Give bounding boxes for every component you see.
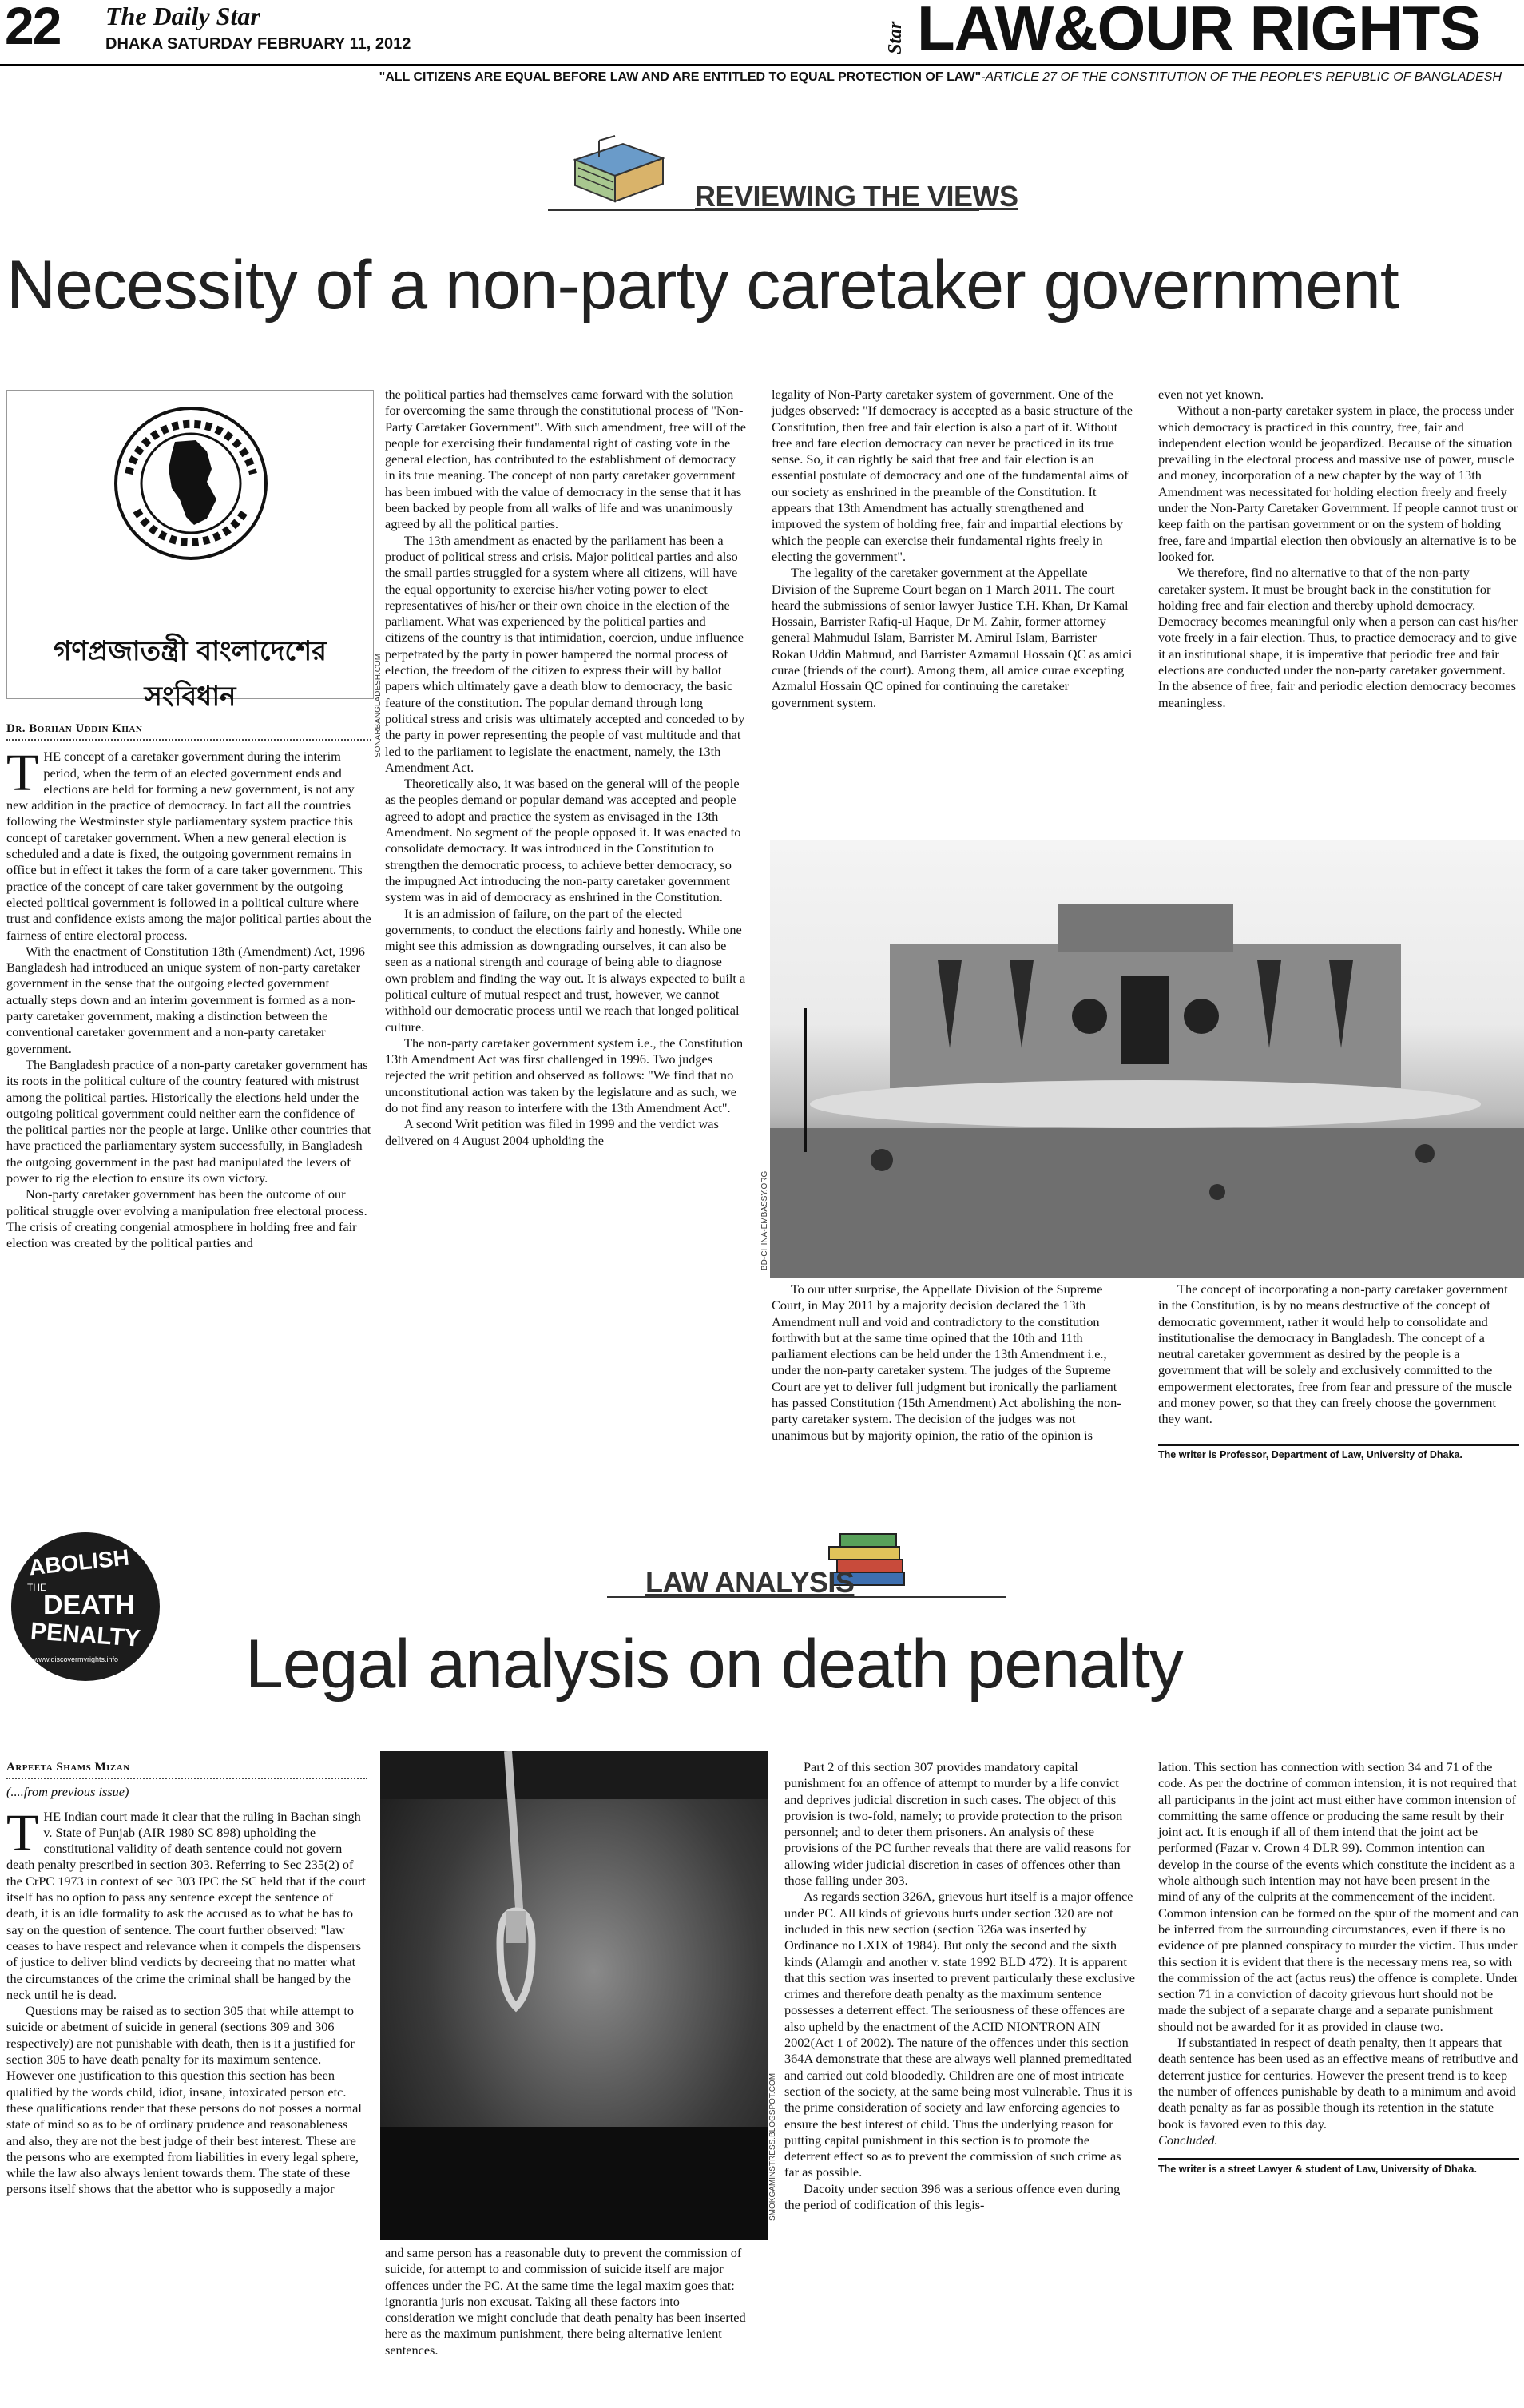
paragraph: Dacoity under section 396 was a serious offence even during the period of codification of this legis-	[784, 2180, 1121, 2213]
headline-caretaker: Necessity of a non-party caretaker government	[6, 247, 1399, 324]
paragraph: Part 2 of this section 307 provides mandatory capital punishment for an offence of attempt to murder by a life convict and deprives judicial discretion in such cases. The object of this provision is two-fold, namely; to provide protection to the prison personnel; and to deter them prisoners. An analysis of these provisions of the PC further reveals that there are valid reasons for allowing wider judicial discretion in cases of offences other than those falling under 303.	[784, 1759, 1131, 1889]
noose-photo	[380, 1751, 768, 2240]
paragraph: If substantiated in respect of death penalty, then it appears that death sentence has been used as an effective means of retributive and deterrent justice for centuries. However the present trend is to keep the number of offences punishable by death to a minimum and avoid death penalty as far as possible though its retention in the statute book is favored even to this day.	[1158, 2035, 1518, 2132]
paragraph: and same person has a reasonable duty to prevent the commission of suicide, for attempt to and commission of suicide itself are major offences under the PC. At the same time the legal maxim goes that: ignorantia juris non excusat. Taking all these factors into consideration we might conclude that death penalty has been inserted here as the maximum punishment, there being alternative lenient sentences.	[385, 2245, 746, 2358]
article1-column-2	[385, 387, 746, 1149]
writer-note: The writer is Professor, Department of Law, University of Dhaka.	[1158, 1444, 1519, 1461]
paragraph: The 13th amendment as enacted by the parliament has been a product of political stress and crisis. Major political parties and also the small parties struggled for a system where all citizens, will have the equal opportunity to exercise his/her voting power to elect representatives of his/her or their own choice in the election of the parliament. What was experienced by the political parties and citizens of the country is that intimidation, coercion, undue influence perpetrated by the party in power hampered the normal process of election, the freedom of the citizen to express their will by ballot papers which ultimately gave a death blow to democracy, the basic feature of the constitution. The popular demand through long political stress and crisis was ultimately accepted and conceded to by the party in power representing the people of vast multitude and that led to the parliament to legislate the enactment, namely, the 13th Amendment Act.	[385, 532, 745, 775]
paragraph: HE concept of a caretaker government during the interim period, when the term of an elected government ends and elections are held for forming a new government, is not any new addition in the practice of democracy. In fact all the countries following the Westminster style parliamentary system practice this concept of caretaker government. When a new general election is scheduled and a date is fixed, the outgoing government remains in office but in effect it takes the form of a care taker government. This practice of the concept of care taker government by the outgoing elected political government is followed in a political culture where trust and confidence exists among the major political parties about the fairness of entire electoral process.	[6, 749, 371, 943]
article1-column-4-continued	[1158, 1281, 1519, 1461]
paragraph: It is an admission of failure, on the part of the elected governments, to conduct the elections fairly and honestly. While one might see this admission as downgrading ourselves, it can also be seen as a national strength and courage of being able to diagnose own problem and finding the way out. It is always expected to built a political culture of mutual respect and trust, however, we cannot withhold our democratic process until we reach that longed political culture.	[385, 905, 746, 1035]
paragraph: Questions may be raised as to section 305 that while attempt to suicide or abetment of suicide in general (sections 309 and 306 respectively) are not punishable with death, then is it a justified for section 305 to have death penalty for its maximum sentence. However one justification to this question this section has been qualified by the words child, idiot, insane, intoxicated person etc. these qualifications render that these persons do not posses a normal state of mind so as to be of ordinary prudence and reasonableness and also, they are not the best judge of their best interest. These are the persons who are exempted from liabilities in every legal sphere, while the law also always lenient towards them. The state of these persons itself shows that the abettor who is supposedly a major	[6, 2003, 362, 2197]
article2-column-4	[1158, 1759, 1519, 2176]
paragraph: A second Writ petition was filed in 1999 and the verdict was delivered on 4 August 2004 upholding the	[385, 1116, 719, 1148]
header-quote	[379, 70, 1502, 85]
constitution-bengali-title: গণপ্রজাতন্ত্রী বাংলাদেশের সংবিধান	[54, 635, 327, 713]
paragraph: The non-party caretaker government system i.e., the Constitution 13th Amendment Act was first challenged in 1996. Two judges rejected the writ petition and observed as follows: "We find that no unconstitutional action was taken by the legislature and as such, we do not find any reason to interfere with the 13th Amendment Act".	[385, 1035, 744, 1116]
dateline: DHAKA SATURDAY FEBRUARY 11, 2012	[105, 35, 411, 53]
continued-note: (....from previous issue)	[6, 1784, 129, 1800]
kicker-reviewing-views: REVIEWING THE VIEWS	[695, 180, 1018, 213]
paragraph: The Bangladesh practice of a non-party caretaker government has its roots in the political culture of the country featured with mistrust among the political parties. Historically the elections held under the outgoing political government could neither earn the confidence of the political parties nor the people at large. Unlike other countries that have practiced the parliamentary system successfully, in Bangladesh the outgoing government in the past had manipulated the levers of power to rig the election to ensure its own victory.	[6, 1056, 371, 1186]
byline: Arpeeta Shams Mizan	[6, 1759, 367, 1779]
paragraph: We therefore, find no alternative to that of the non-party caretaker system. It must be brought back in the constitution for holding free and fair election and thereby uphold democracy. Democracy becomes meaningful only when a person can cast his/her vote freely in a fair election. Thus, to practice democracy and to give it an institutional shape, it is imperative that periodic free and fair elections are conducted under the non-party caretaker government. In the absence of free, fair and periodic election democracy becomes meaningless.	[1158, 565, 1518, 710]
paragraph: To our utter surprise, the Appellate Division of the Supreme Court, in May 2011 by a majority decision declared the 13th Amendment null and void and contradictory to the constitution forthwith but at the same time opined that the 10th and 11th parliament elections can be held under the 13th Amendment i.e., under the non-party caretaker system. The judges of the Supreme Court are yet to deliver full judgment but ironically the parliament has passed Constitution (15th Amendment) Act abolishing the non-party caretaker system. The decision of the judges was not unanimous but by majority opinion, the ratio of the opinion is	[772, 1281, 1121, 1443]
image-credit: SONARBANGLADESH.COM	[374, 653, 383, 757]
paragraph: the political parties had themselves came forward with the solution for overcoming the same through the constitutional process of "Non-Party Caretaker Government". With such amendment, free will of the people for exercising their fundamental right of casting vote in the general election, has contributed to the establishment of democracy in its true meaning. The concept of non party caretaker government has been imbued with the value of democracy in the sense that it has been backed by people from all walks of life and was unanimously agreed by all the political parties.	[385, 387, 746, 532]
article1-column-3	[772, 387, 1133, 711]
paragraph: Theoretically also, it was based on the general will of the people as the peoples demand or popular demand was accepted and people agreed to adopt and practice the system as envisaged in the 13th Amendment. No segment of the people opposed it. It was enacted to consolidate democracy. It was introduced in the Constitution to strengthen the democratic process, to achieve better democracy, so the impugned Act introducing the non-party caretaker government system was in aid of democracy as enshrined in the Constitution.	[385, 776, 741, 905]
constitution-cover-image	[6, 390, 374, 713]
drop-cap: T	[6, 1803, 39, 1862]
photo-credit: BD-CHINA-EMBASSY.ORG	[760, 1170, 769, 1270]
paragraph: With the enactment of Constitution 13th (Amendment) Act, 1996 Bangladesh had introduced an unique system of non-party caretaker government in the sense that the outgoing elected government actually steps down and an interim government is formed as a non-party caretaker government, making a distinction between the conventional caretaker government and a non-party caretaker government.	[6, 943, 365, 1056]
paragraph: legality of Non-Party caretaker system of government. One of the judges observed: "If democracy is accepted as a basic structure of the Constitution, then free and fair election is also a part of it. Without free and fare election democracy can never be practiced in its true sense. So, it can rightly be said that free and fair election is an essential postulate of democracy and one of the fundamental aims of our society as enshrined in the preamble of the Constitution. It appears that 13th Amendment has actually strengthened and improved the system of holding free, fair and impartial elections by which the people can exercise their fundamental rights freely in electing the government".	[772, 387, 1133, 564]
article2-column-1	[6, 1759, 367, 2198]
header-rule	[0, 64, 1524, 66]
header-quote-source: -ARTICLE 27 OF THE CONSTITUTION OF THE PEOPLE'S REPUBLIC OF BANGLADESH	[981, 70, 1502, 84]
logo-text-url: www.discovermyrights.info	[34, 1655, 119, 1663]
parliament-building-photo	[770, 840, 1524, 1278]
article1-column-1	[6, 721, 371, 1252]
paragraph: HE Indian court made it clear that the ruling in Bachan singh v. State of Punjab (AIR 1980 SC 898) upholding the constitutional validity of death sentence could not govern death penalty prescribed in section 303. Referring to Sec 235(2) of the CrPC 1973 in context of sec 303 IPC the SC held that if the court itself has no option to pass any sentence except the sentence of death, it is an idle formality to ask the accused as to what he has to say on the question of sentence. The court further observed: "law ceases to have respect and relevance when it compels the dispensers of justice to deliver blind verdicts by decreeing that no matter what the circumstances of the crime the criminal shall be hanged by the neck until he is dead.	[6, 1808, 366, 2002]
paragraph: lation. This section has connection with section 34 and 71 of the code. As per the doctrine of common intension, it is not required that all participants in the joint act must either have common intension of committing the same offence or producing the same result by their joint act. It is enough if all of them intend that the joint act be performed (Fazar v. Crown 4 DLR 99). Common intention can develop in the course of the events which constitute the incident as a whole although such intention may not have been present in the mind of any of the culprits at the commencement of the incident. Common intension can be formed on the spur of the moment and can be inferred from the surrounding circumstances, even if there is no evidence of pre planned conspiracy to murder the victim. Thus under this section it is evident that there is the necessary mens rea, so with the commission of the act (actus reus) the offence is complete. Under section 71 in a conviction of dacoity grievous hurt should not be made the subject of a separate charge and a separate punishment should not be awarded for it as provided in clause two.	[1158, 1759, 1519, 2034]
logo-text-death: DEATH	[43, 1590, 135, 1620]
drop-cap: T	[6, 744, 39, 803]
paragraph: Non-party caretaker government has been the outcome of our political struggle over evolving a manipulation free electoral process. The crisis of creating congenial atmosphere in holding free and fair election was created by the political parties and	[6, 1186, 367, 1251]
article2-column-2	[385, 2245, 746, 2358]
concluded-note: Concluded.	[1158, 2132, 1218, 2148]
paragraph: As regards section 326A, grievous hurt itself is a major offence under PC. All kinds of grievous hurts under section 320 are not included in this new section (section 326a was inserted by Ordinance no LXIX of 1984). But only the second and the sixth kinds (Alamgir and another v. state 1992 BLD 472). It is apparent that this section was inserted to prevent particularly these exclusive crimes and therefore death penalty as the maximum sentence possesses a deterrent effect. The seriousness of these offences are also upheld by the enactment of the ACID NIONTRON AIN 2002(Act 1 of 2002). The nature of the offences under this section 364A demonstrate that these are always well planned premeditated and carried out cold bloodedly. Children are one of most intricate section of the society, at the same being most vulnerable. Thus it is the prime consideration of society and law enforcing agencies to ensure the best interest of child. Thus the underlying reason for putting capital punishment in this section is to promote the deterrent effect so as to prevent the commission of such crime as far as possible.	[784, 1889, 1136, 2180]
abolish-death-penalty-logo	[11, 1532, 160, 1681]
logo-text-penalty: PENALTY	[30, 1618, 141, 1652]
logo-text-abolish: ABOLISH	[27, 1544, 131, 1580]
paragraph: Without a non-party caretaker system in place, the process under which democracy is practiced in this country, free, fair and independent election would be jeopardized. Because of the situation prevailing in the electoral process and massive use of power, muscle and money, incorporation of a new chapter by the way of 13th Amendment was necessitated for holding election freely and freely under the Non-Party Caretaker Government. If people cannot trust or keep faith on the partisan government or on the system of holding free, fare and impartial election then obviously an alternative is to be looked for.	[1158, 403, 1518, 564]
writer-note: The writer is a street Lawyer & student of Law, University of Dhaka.	[1158, 2158, 1519, 2176]
header-quote-text: "ALL CITIZENS ARE EQUAL BEFORE LAW AND ARE ENTITLED TO EQUAL PROTECTION OF LAW"	[379, 70, 982, 84]
headline-death-penalty: Legal analysis on death penalty	[245, 1626, 1183, 1703]
kicker-law-analysis: LAW ANALYSIS	[645, 1566, 855, 1599]
byline: Dr. Borhan Uddin Khan	[6, 721, 371, 741]
paragraph: even not yet known.	[1158, 387, 1264, 402]
section-title: LAW&OUR RIGHTS	[917, 0, 1481, 63]
bangladesh-emblem-icon	[113, 405, 269, 562]
masthead: The Daily Star	[105, 2, 260, 30]
article1-column-4	[1158, 387, 1519, 711]
paragraph: The legality of the caretaker government at the Appellate Division of the Supreme Court began on 1 March 2011. The court heard the submissions of senior lawyer Justice T.H. Khan, Dr Kamal Hossain, Barrister Rafiq-ul Haque, Dr M. Zahir, former attorney general Mahmudul Islam, Barrister M. Amirul Islam, Barrister Rokan Uddin Mahmud, and Barrister Azmamul Hossain QC as amici curae (friends of the court). Among them, all amice curae excepting Azmalul Hossain QC opined for continuing the caretaker government system.	[772, 565, 1133, 710]
logo-text-the: THE	[27, 1582, 46, 1593]
photo-credit: SMOKGAMINSTRESS.BLOGSPOT.COM	[768, 2072, 777, 2221]
star-logo: Star	[885, 21, 906, 54]
article2-column-3	[784, 1759, 1136, 2213]
page-number: 22	[5, 0, 61, 55]
book-stack-icon	[567, 128, 671, 208]
article1-column-3-continued	[772, 1281, 1133, 1444]
paragraph: The concept of incorporating a non-party caretaker government in the Constitution, is by no means destructive of the concept of democratic government, rather it would help to consolidate and institutionalise the democracy in Bangladesh. The concept of a neutral caretaker government as desired by the people is a government that will be solely and exclusively committed to the empowerment electorates, free from fear and pressure of the muscle and money power, so that they can freely choose the government they want.	[1158, 1281, 1513, 1427]
